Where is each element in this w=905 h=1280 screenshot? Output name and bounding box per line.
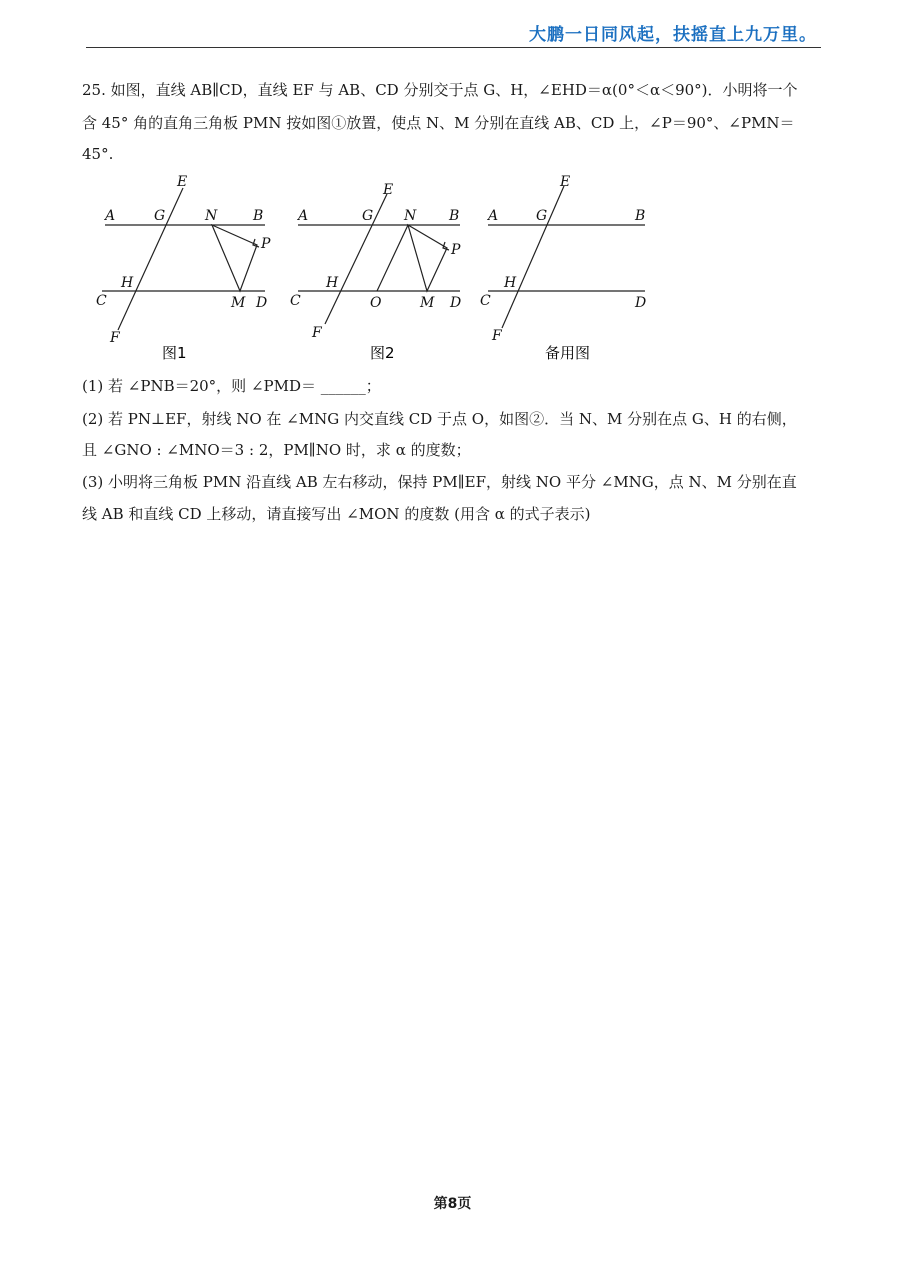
fig2-label-m: M [420, 295, 435, 311]
fig1-label-d: D [256, 295, 268, 311]
question-3-line-2: 线 AB 和直线 CD 上移动，请直接写出 ∠MON 的度数 (用含 α 的式子表示) [82, 505, 591, 523]
fig1-label-n: N [205, 208, 218, 224]
question-2-line-1: (2) 若 PN⊥EF，射线 NO 在 ∠MNG 内交直线 CD 于点 O，如图②．当 N、M 分别在点 G、H 的右侧， [82, 410, 797, 428]
fig2-label-e: E [383, 182, 394, 198]
fig3-label-e: E [560, 174, 571, 190]
fig2-label-c: C [290, 293, 301, 309]
page-number: 第8页 [433, 1196, 472, 1212]
header-motto: 大鹏一日同风起，扶摇直上九万里。 [529, 25, 817, 45]
question-3-line-1: (3) 小明将三角板 PMN 沿直线 AB 左右移动，保持 PM∥EF，射线 NO 平分 ∠MNG，点 N、M 分别在直 [82, 473, 797, 491]
fig1-label-p: P [261, 236, 271, 252]
fig2-label-b: B [449, 208, 460, 224]
fig3-label-b: B [635, 208, 646, 224]
fig2-label-p: P [451, 242, 461, 258]
problem-line-1: 25. 如图，直线 AB∥CD，直线 EF 与 AB、CD 分别交于点 G、H，∠EHD＝α(0°＜α＜90°)．小明将一个 [82, 81, 798, 99]
header-rule [86, 47, 821, 48]
question-1: (1) 若 ∠PNB＝20°，则 ∠PMD＝ ______； [82, 377, 381, 395]
fig2-label-g: G [362, 208, 374, 224]
fig3-label-c: C [480, 293, 491, 309]
question-2-line-2: 且 ∠GNO : ∠MNO＝3 : 2，PM∥NO 时，求 α 的度数； [82, 441, 471, 459]
problem-line-3: 45°. [82, 145, 114, 163]
fig1-label-a: A [105, 208, 116, 224]
fig1-label-f: F [110, 330, 120, 346]
fig2-label-o: O [370, 295, 382, 311]
fig2-label-a: A [298, 208, 309, 224]
fig2-right-angle-mark [443, 242, 449, 250]
fig1-right-angle-mark [253, 239, 259, 247]
fig1-caption: 图1 [162, 344, 187, 362]
fig2-label-d: D [450, 295, 462, 311]
fig1-label-b: B [253, 208, 264, 224]
fig1-label-h: H [121, 275, 134, 291]
fig1-label-c: C [96, 293, 107, 309]
fig3-label-a: A [488, 208, 499, 224]
fig3-label-f: F [492, 328, 502, 344]
fig1-triangle-pmn [212, 225, 257, 291]
fig1-line-ef [118, 188, 183, 330]
figures [90, 170, 670, 369]
problem-line-2: 含 45° 角的直角三角板 PMN 按如图①放置，使点 N、M 分别在直线 AB、CD 上，∠P＝90°、∠PMN＝ [82, 114, 795, 132]
fig1-label-e: E [177, 174, 188, 190]
figures-svg [90, 170, 670, 365]
fig3-label-g: G [536, 208, 548, 224]
fig2-ray-no [377, 225, 408, 291]
fig1-label-m: M [231, 295, 246, 311]
fig3-label-h: H [504, 275, 517, 291]
fig3-line-ef [502, 186, 564, 328]
fig1-label-g: G [154, 208, 166, 224]
fig3-caption: 备用图 [545, 344, 591, 362]
fig3-label-d: D [635, 295, 647, 311]
fig2-caption: 图2 [370, 344, 395, 362]
fig2-label-n: N [404, 208, 417, 224]
fig2-label-f: F [312, 325, 322, 341]
fig2-label-h: H [326, 275, 339, 291]
fig2-triangle-pmn [408, 225, 447, 291]
